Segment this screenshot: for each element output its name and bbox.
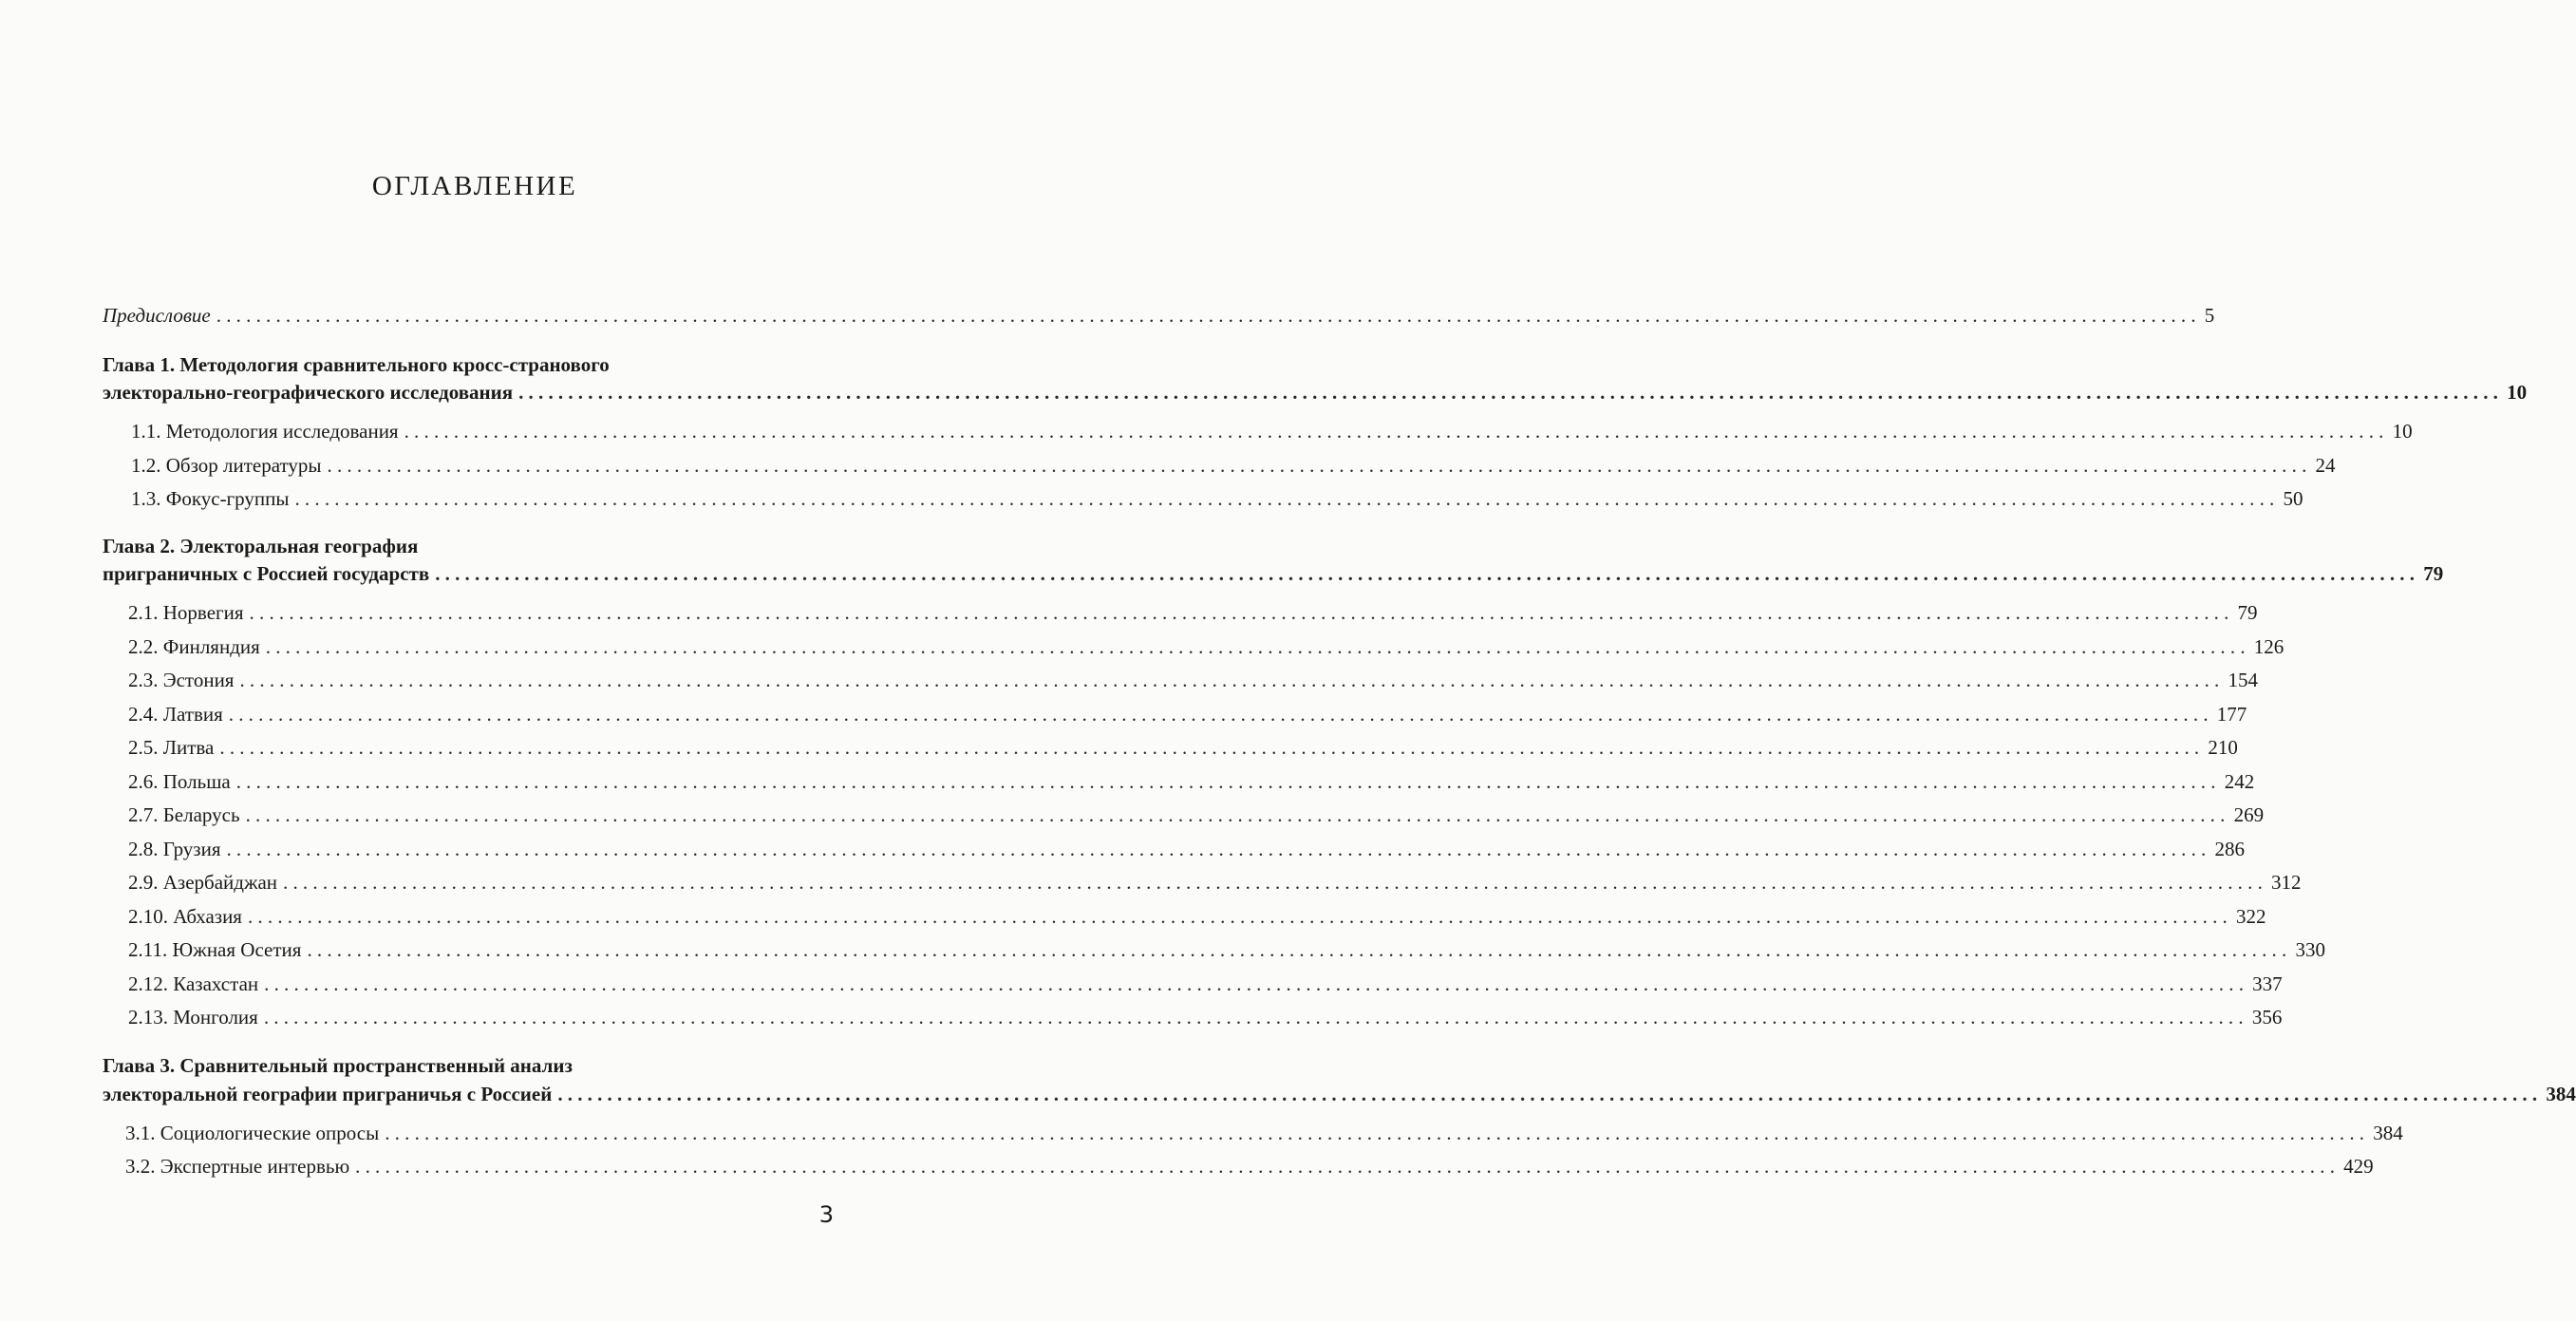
toc-entry-label: 2.5. Литва (128, 736, 215, 759)
toc-section-2-12[interactable] (128, 971, 2283, 997)
toc-section-2-4[interactable] (128, 701, 2247, 727)
toc-entry-label: 2.10. Абхазия (128, 905, 242, 928)
dot-leader: ........................................................................................................................................................................................................ (247, 905, 2232, 928)
toc-page-number: 24 (2315, 454, 2336, 477)
toc-section-2-11[interactable] (128, 936, 2325, 963)
toc-page-number: 384 (2546, 1083, 2576, 1105)
toc-section-2-7[interactable] (128, 802, 2265, 828)
toc-section-3-1[interactable] (125, 1120, 2403, 1146)
toc-page-number: 177 (2216, 703, 2247, 726)
dot-leader: ........................................................................................................................................................................................................ (265, 635, 2250, 658)
toc-page-number: 429 (2343, 1155, 2374, 1178)
dot-leader: ........................................................................................................................................................................................................ (228, 703, 2213, 726)
toc-section-2-13[interactable] (128, 1004, 2283, 1030)
dot-leader: ........................................................................................................................................................................................................ (226, 838, 2211, 860)
toc-entry-label: 2.9. Азербайджан (128, 871, 278, 894)
dot-leader: ........................................................................................................................................................................................................ (245, 803, 2230, 826)
toc-page-number: 154 (2228, 669, 2258, 691)
dot-leader: ........................................................................................................................................................................................................ (219, 736, 2205, 759)
toc-entry-preface[interactable] (103, 302, 2215, 329)
toc-page-number: 126 (2253, 635, 2285, 658)
dot-leader: ........................................................................................................................................................................................................ (264, 972, 2249, 995)
dot-leader: ........................................................................................................................................................................................................ (249, 601, 2234, 624)
toc-entry-label: 2.4. Латвия (128, 703, 223, 726)
toc-entry-label: 1.1. Методология исследования (131, 420, 399, 443)
toc-section-2-1[interactable] (128, 599, 2258, 626)
toc-page-number: 79 (2423, 562, 2444, 585)
toc-page-number: 210 (2208, 736, 2238, 759)
dot-leader: ........................................................................................................................................................................................................ (327, 454, 2312, 477)
toc-section-1-3[interactable] (131, 485, 2303, 512)
chapter-title-line: Глава 1. Методология сравнительного кросс-странового (103, 353, 610, 376)
toc-section-2-6[interactable] (128, 768, 2255, 795)
toc-entry-label: 2.2. Финляндия (128, 635, 260, 658)
toc-page-number: 10 (2392, 420, 2413, 443)
toc-entry-label: 2.6. Польша (128, 770, 231, 793)
toc-entry-label: 2.8. Грузия (128, 838, 221, 860)
toc-section-2-8[interactable] (128, 836, 2245, 862)
toc-page-number: 286 (2214, 838, 2245, 860)
dot-leader: ........................................................................................................................................................................................................ (307, 938, 2292, 961)
toc-section-2-2[interactable] (128, 633, 2285, 660)
toc-entry-label: 1.2. Обзор литературы (131, 454, 322, 477)
toc-section-1-1[interactable] (131, 418, 2413, 444)
toc-section-2-5[interactable] (128, 734, 2238, 761)
chapter-title-line: Глава 3. Сравнительный пространственный анализ (103, 1054, 573, 1077)
chapter-title-line-with-page (103, 379, 2528, 406)
dot-leader: ........................................................................................................................................................................................................ (557, 1083, 2543, 1105)
dot-leader: ........................................................................................................................................................................................................ (216, 304, 2201, 327)
toc-page-number: 5 (2204, 304, 2215, 327)
toc-page-number: 10 (2507, 381, 2528, 404)
toc-page-number: 356 (2251, 1006, 2283, 1028)
toc-page-number: 384 (2373, 1122, 2403, 1144)
dot-leader: ........................................................................................................................................................................................................ (518, 381, 2504, 404)
page-number: 3 (818, 1201, 834, 1228)
dot-leader: ........................................................................................................................................................................................................ (239, 669, 2225, 691)
toc-page-number: 269 (2233, 803, 2265, 826)
toc-entry-label: 3.2. Экспертные интервью (125, 1155, 350, 1178)
chapter-title-line-with-page (103, 1081, 2576, 1107)
toc-entry-label: 2.7. Беларусь (128, 803, 240, 826)
toc-entry-label: 2.12. Казахстан (128, 972, 259, 995)
toc-entry-label: электорально-географического исследования (103, 381, 514, 404)
toc-entry-label: 2.3. Эстония (128, 669, 235, 691)
toc-page-number: 50 (2283, 487, 2303, 510)
dot-leader: ........................................................................................................................................................................................................ (404, 420, 2389, 443)
dot-leader: ........................................................................................................................................................................................................ (294, 487, 2280, 510)
dot-leader: ........................................................................................................................................................................................................ (283, 871, 2268, 894)
toc-page-number: 312 (2271, 871, 2302, 894)
chapter-title-line: Глава 2. Электоральная география (103, 535, 419, 557)
dot-leader: ........................................................................................................................................................................................................ (355, 1155, 2341, 1178)
toc-entry-label: приграничных с Россией государств (103, 562, 430, 585)
page-title: ОГЛАВЛЕНИЕ (371, 171, 578, 201)
toc-page-number: 242 (2224, 770, 2255, 793)
toc-entry-label: 2.1. Норвегия (128, 601, 244, 624)
toc-entry-label: 2.11. Южная Осетия (128, 938, 302, 961)
toc-section-2-9[interactable] (128, 869, 2302, 896)
toc-section-2-3[interactable] (128, 667, 2258, 693)
dot-leader: ........................................................................................................................................................................................................ (235, 770, 2221, 793)
toc-page-number: 330 (2295, 938, 2325, 961)
chapter-title-line-with-page (103, 560, 2444, 587)
toc-entry-label: 2.13. Монголия (128, 1006, 258, 1028)
toc-section-3-2[interactable] (125, 1153, 2374, 1179)
toc-section-2-10[interactable] (128, 903, 2266, 930)
toc-section-1-2[interactable] (131, 452, 2336, 479)
dot-leader: ........................................................................................................................................................................................................ (385, 1122, 2370, 1144)
dot-leader: ........................................................................................................................................................................................................ (263, 1006, 2248, 1028)
toc-entry-label: 3.1. Социологические опросы (125, 1122, 380, 1144)
toc-entry-label: 1.3. Фокус-группы (131, 487, 290, 510)
dot-leader: ........................................................................................................................................................................................................ (435, 562, 2420, 585)
toc-entry-label: Предисловие (103, 304, 211, 327)
toc-page-number: 337 (2252, 972, 2283, 995)
toc-entry-label: электоральной географии приграничья с Россией (103, 1083, 553, 1105)
toc-page-number: 79 (2237, 601, 2258, 624)
toc-page-number: 322 (2235, 905, 2266, 928)
